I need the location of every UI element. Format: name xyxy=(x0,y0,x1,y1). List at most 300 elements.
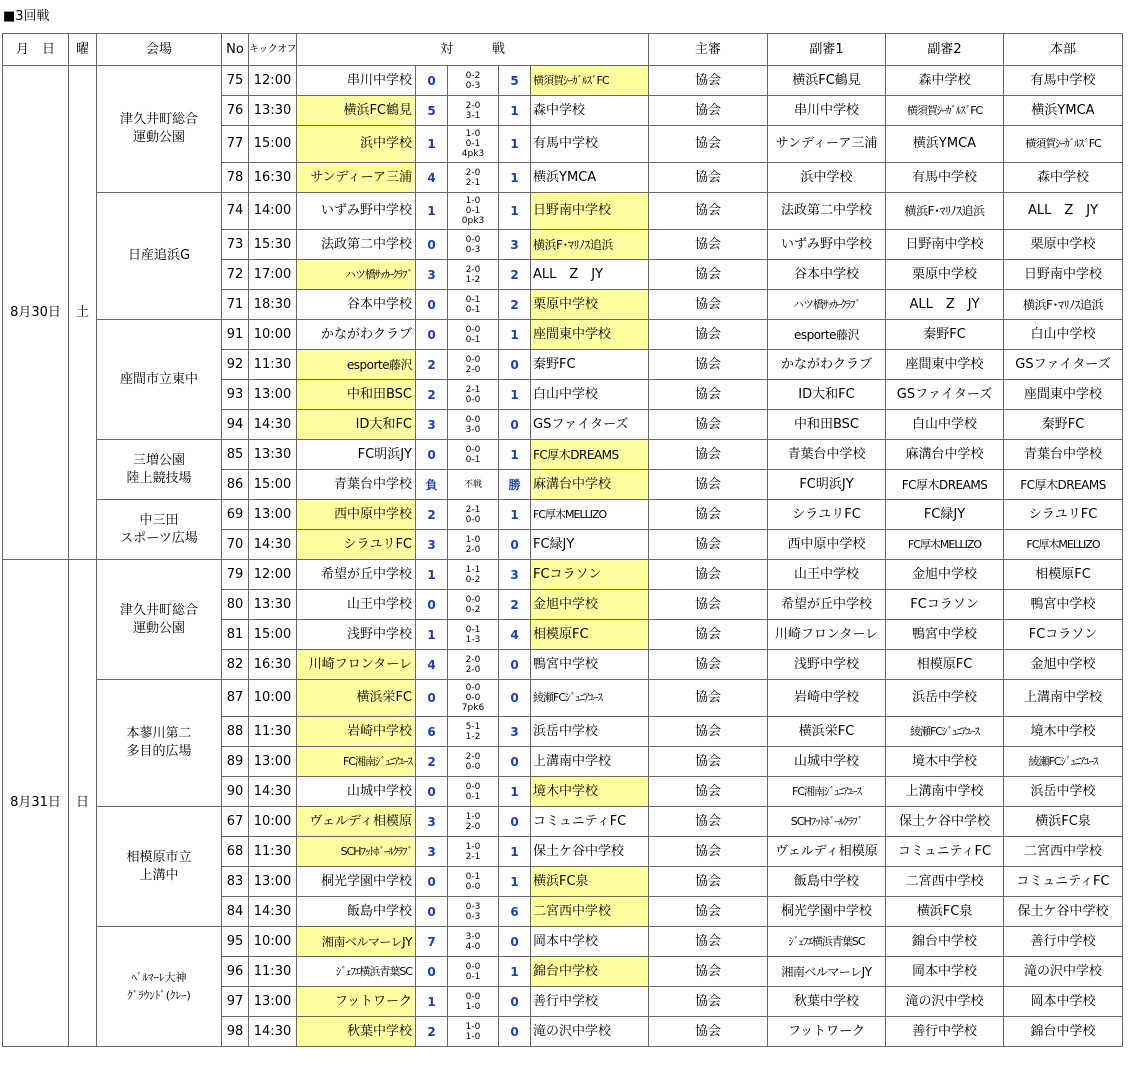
home-team: 浜中学校 xyxy=(297,126,416,163)
home-team: esporte藤沢 xyxy=(297,350,416,380)
away-team: 有馬中学校 xyxy=(531,126,649,163)
header-match: 対 戦 xyxy=(297,34,649,66)
match-number: 73 xyxy=(222,230,249,260)
away-team: 横浜YMCA xyxy=(531,163,649,193)
venue-name-line: 多目的広場 xyxy=(126,744,192,759)
half-score: 1-0 xyxy=(465,129,481,139)
home-team: サンディーア三浦 xyxy=(297,163,416,193)
half-score: 0-0 xyxy=(465,324,481,335)
half-score: 0-0 xyxy=(465,514,481,525)
half-time-scores xyxy=(448,957,499,987)
away-score: 6 xyxy=(499,897,531,927)
referee: 協会 xyxy=(649,530,768,560)
match-number: 87 xyxy=(222,680,249,717)
half-score: 1-0 xyxy=(465,811,481,822)
referee: 協会 xyxy=(649,500,768,530)
away-score: 5 xyxy=(499,66,531,96)
home-score: 1 xyxy=(416,620,448,650)
half-score: 0-3 xyxy=(465,911,481,922)
away-team: 横浜F･ﾏﾘﾉｽ追浜 xyxy=(531,230,649,260)
schedule-body xyxy=(3,66,1123,1047)
kickoff-time: 13:00 xyxy=(249,380,297,410)
headquarters: ALL Z JY xyxy=(1004,193,1123,230)
headquarters: 横浜F･ﾏﾘﾉｽ追浜 xyxy=(1004,290,1123,320)
half-time-scores xyxy=(448,350,499,380)
home-score: 1 xyxy=(416,193,448,230)
referee: 協会 xyxy=(649,807,768,837)
assistant-referee-2: 麻溝台中学校 xyxy=(886,440,1004,470)
match-number: 76 xyxy=(222,96,249,126)
away-score: 0 xyxy=(499,530,531,560)
headquarters: 綾瀬FCｼﾞｭﾆｱﾕｰｽ xyxy=(1004,747,1123,777)
away-score: 0 xyxy=(499,747,531,777)
page-title: ■3回戦 xyxy=(3,9,50,24)
away-score: 2 xyxy=(499,290,531,320)
kickoff-time: 13:00 xyxy=(249,747,297,777)
match-number: 78 xyxy=(222,163,249,193)
away-team: コミュニティFC xyxy=(531,807,649,837)
home-score: 0 xyxy=(416,897,448,927)
kickoff-time: 14:30 xyxy=(249,410,297,440)
home-team: ｼﾞｪﾌｴ横浜青葉SC xyxy=(297,957,416,987)
match-number: 98 xyxy=(222,1017,249,1047)
referee: 協会 xyxy=(649,560,768,590)
half-score: 2-0 xyxy=(465,167,481,178)
kickoff-time: 15:00 xyxy=(249,126,297,163)
away-score: 0 xyxy=(499,927,531,957)
away-team: FC厚木DREAMS xyxy=(531,440,649,470)
referee: 協会 xyxy=(649,987,768,1017)
half-score: 2-0 xyxy=(465,821,481,832)
away-score: 1 xyxy=(499,126,531,163)
kickoff-time: 14:30 xyxy=(249,1017,297,1047)
kickoff-time: 13:00 xyxy=(249,500,297,530)
home-score: 0 xyxy=(416,230,448,260)
half-score: 2-0 xyxy=(465,664,481,675)
away-team: 日野南中学校 xyxy=(531,193,649,230)
referee: 協会 xyxy=(649,96,768,126)
kickoff-time: 14:30 xyxy=(249,897,297,927)
home-team: 西中原中学校 xyxy=(297,500,416,530)
kickoff-time: 15:00 xyxy=(249,620,297,650)
half-time-scores xyxy=(448,230,499,260)
assistant-referee-2: 横須賀ｼｰｶﾞﾙｽﾞFC xyxy=(886,96,1004,126)
assistant-referee-1: 串川中学校 xyxy=(768,96,886,126)
half-score: 0-1 xyxy=(465,624,481,635)
away-team: 鴨宮中学校 xyxy=(531,650,649,680)
away-score: 0 xyxy=(499,650,531,680)
header-referee: 主審 xyxy=(649,34,768,66)
half-score: 0-0 xyxy=(465,683,481,693)
away-team: 浜岳中学校 xyxy=(531,717,649,747)
assistant-referee-2: ALL Z JY xyxy=(886,290,1004,320)
assistant-referee-2: 横浜FC泉 xyxy=(886,897,1004,927)
headquarters: FC厚木MELLIZO xyxy=(1004,530,1123,560)
away-score: 4 xyxy=(499,620,531,650)
match-number: 96 xyxy=(222,957,249,987)
half-time-scores xyxy=(448,530,499,560)
away-team: 綾瀬FCｼﾞｭﾆｱﾕｰｽ xyxy=(531,680,649,717)
half-score: 1-0 xyxy=(465,1021,481,1032)
assistant-referee-2: 横浜F･ﾏﾘﾉｽ追浜 xyxy=(886,193,1004,230)
venue-name-line: 運動公園 xyxy=(132,130,185,145)
assistant-referee-2: 横浜YMCA xyxy=(886,126,1004,163)
away-score: 0 xyxy=(499,987,531,1017)
referee: 協会 xyxy=(649,193,768,230)
header-headquarters: 本部 xyxy=(1004,34,1123,66)
away-score: 1 xyxy=(499,837,531,867)
assistant-referee-2: 森中学校 xyxy=(886,66,1004,96)
match-number: 92 xyxy=(222,350,249,380)
headquarters: 保土ケ谷中学校 xyxy=(1004,897,1123,927)
match-number: 71 xyxy=(222,290,249,320)
headquarters: FC厚木DREAMS xyxy=(1004,470,1123,500)
header-date: 月 日 xyxy=(3,34,69,66)
half-score: 0-1 xyxy=(465,139,481,149)
away-team: 錦台中学校 xyxy=(531,957,649,987)
half-time-scores xyxy=(448,320,499,350)
match-number: 84 xyxy=(222,897,249,927)
venue-name-line: 運動公園 xyxy=(132,620,185,636)
assistant-referee-2: FC厚木MELLIZO xyxy=(886,530,1004,560)
away-team: 二宮西中学校 xyxy=(531,897,649,927)
match-date: 8月30日 xyxy=(3,66,69,560)
away-score: 0 xyxy=(499,807,531,837)
match-number: 85 xyxy=(222,440,249,470)
venue-name-line: スポーツ広場 xyxy=(120,530,198,546)
half-time-scores xyxy=(448,66,499,96)
away-team: FCコラソン xyxy=(531,560,649,590)
venue-name xyxy=(97,927,222,1047)
half-time-scores xyxy=(448,380,499,410)
venue-name-line: 陸上競技場 xyxy=(126,470,192,486)
half-time-scores xyxy=(448,650,499,680)
half-score: 3-0 xyxy=(465,931,481,942)
assistant-referee-1: サンディーア三浦 xyxy=(768,126,886,163)
home-score: 0 xyxy=(416,777,448,807)
referee: 協会 xyxy=(649,1017,768,1047)
away-score: 3 xyxy=(499,230,531,260)
half-time-scores xyxy=(448,163,499,193)
away-score: 0 xyxy=(499,680,531,717)
match-row xyxy=(3,680,1123,717)
headquarters: 横須賀ｼｰｶﾞﾙｽﾞFC xyxy=(1004,126,1123,163)
kickoff-time: 15:00 xyxy=(249,470,297,500)
kickoff-time: 10:00 xyxy=(249,807,297,837)
match-row xyxy=(3,807,1123,837)
half-score: 7pk6 xyxy=(461,703,485,713)
home-team: いずみ野中学校 xyxy=(297,193,416,230)
half-score: 0-0 xyxy=(465,354,481,365)
assistant-referee-1: 西中原中学校 xyxy=(768,530,886,560)
assistant-referee-2: 有馬中学校 xyxy=(886,163,1004,193)
assistant-referee-1: いずみ野中学校 xyxy=(768,230,886,260)
kickoff-time: 13:00 xyxy=(249,867,297,897)
half-time-scores xyxy=(448,96,499,126)
assistant-referee-2: コミュニティFC xyxy=(886,837,1004,867)
home-team: 串川中学校 xyxy=(297,66,416,96)
half-score: 0-2 xyxy=(465,70,481,81)
match-row xyxy=(3,440,1123,470)
match-number: 75 xyxy=(222,66,249,96)
home-score: 2 xyxy=(416,1017,448,1047)
match-number: 88 xyxy=(222,717,249,747)
home-team: 山城中学校 xyxy=(297,777,416,807)
home-team: SCHﾌｯﾄﾎﾞｰﾙｸﾗﾌﾞ xyxy=(297,837,416,867)
half-score: 2-1 xyxy=(465,177,481,188)
assistant-referee-1: ID大和FC xyxy=(768,380,886,410)
referee: 協会 xyxy=(649,260,768,290)
away-score: 1 xyxy=(499,867,531,897)
match-row xyxy=(3,560,1123,590)
assistant-referee-1: 川崎フロンターレ xyxy=(768,620,886,650)
venue-name-line: 津久井町総合 xyxy=(119,112,198,127)
assistant-referee-2: 岡本中学校 xyxy=(886,957,1004,987)
assistant-referee-1: 飯島中学校 xyxy=(768,867,886,897)
away-team: 麻溝台中学校 xyxy=(531,470,649,500)
kickoff-time: 13:30 xyxy=(249,440,297,470)
home-team: 谷本中学校 xyxy=(297,290,416,320)
referee: 協会 xyxy=(649,66,768,96)
home-score: 3 xyxy=(416,260,448,290)
half-score: 2-0 xyxy=(465,544,481,555)
home-score: 4 xyxy=(416,163,448,193)
headquarters: 日野南中学校 xyxy=(1004,260,1123,290)
half-time-scores xyxy=(448,410,499,440)
headquarters: 横浜FC泉 xyxy=(1004,807,1123,837)
half-score: 0-2 xyxy=(465,604,481,615)
referee: 協会 xyxy=(649,440,768,470)
headquarters: 上溝南中学校 xyxy=(1004,680,1123,717)
assistant-referee-2: 保土ケ谷中学校 xyxy=(886,807,1004,837)
away-team: GSファイターズ xyxy=(531,410,649,440)
assistant-referee-1: かながわクラブ xyxy=(768,350,886,380)
header-no: No xyxy=(222,34,249,66)
away-score: 1 xyxy=(499,320,531,350)
referee: 協会 xyxy=(649,230,768,260)
venue-name xyxy=(97,807,222,927)
away-score: 2 xyxy=(499,260,531,290)
venue-name-line: 座間市立東中 xyxy=(119,371,198,387)
half-score: 2-1 xyxy=(465,384,481,395)
home-team: 希望が丘中学校 xyxy=(297,560,416,590)
half-time-scores xyxy=(448,837,499,867)
kickoff-time: 11:30 xyxy=(249,717,297,747)
venue-name xyxy=(97,320,222,440)
home-score: 3 xyxy=(416,807,448,837)
assistant-referee-2: GSファイターズ xyxy=(886,380,1004,410)
match-number: 79 xyxy=(222,560,249,590)
half-score: 0-0 xyxy=(465,444,481,455)
kickoff-time: 12:00 xyxy=(249,560,297,590)
half-score: 4-0 xyxy=(465,941,481,952)
assistant-referee-2: 栗原中学校 xyxy=(886,260,1004,290)
kickoff-time: 11:30 xyxy=(249,837,297,867)
half-score: 0-0 xyxy=(465,594,481,605)
away-team: 秦野FC xyxy=(531,350,649,380)
home-team: FC湘南ｼﾞｭﾆｱﾕｰｽ xyxy=(297,747,416,777)
schedule-table xyxy=(2,33,1123,1047)
half-score: 0-1 xyxy=(465,454,481,465)
half-score: 1-3 xyxy=(465,634,481,645)
home-team: シラユリFC xyxy=(297,530,416,560)
away-team: 横須賀ｼｰｶﾞﾙｽﾞFC xyxy=(531,66,649,96)
home-team: 法政第二中学校 xyxy=(297,230,416,260)
headquarters: 善行中学校 xyxy=(1004,927,1123,957)
half-score: 0-0 xyxy=(465,991,481,1002)
away-team: 保土ケ谷中学校 xyxy=(531,837,649,867)
venue-name xyxy=(97,680,222,807)
assistant-referee-1: 桐光学園中学校 xyxy=(768,897,886,927)
half-score: 1-0 xyxy=(465,196,481,206)
headquarters: 二宮西中学校 xyxy=(1004,837,1123,867)
match-number: 94 xyxy=(222,410,249,440)
home-team: フットワーク xyxy=(297,987,416,1017)
match-row xyxy=(3,927,1123,957)
referee: 協会 xyxy=(649,380,768,410)
headquarters: 秦野FC xyxy=(1004,410,1123,440)
home-score: 0 xyxy=(416,957,448,987)
headquarters: 岡本中学校 xyxy=(1004,987,1123,1017)
headquarters: 境木中学校 xyxy=(1004,717,1123,747)
away-team: FC厚木MELLIZO xyxy=(531,500,649,530)
referee: 協会 xyxy=(649,620,768,650)
match-number: 91 xyxy=(222,320,249,350)
assistant-referee-2: 白山中学校 xyxy=(886,410,1004,440)
venue-name-line: 中三田 xyxy=(139,512,179,528)
away-team: 滝の沢中学校 xyxy=(531,1017,649,1047)
away-team: ALL Z JY xyxy=(531,260,649,290)
half-score: 0-0 xyxy=(465,881,481,892)
match-number: 82 xyxy=(222,650,249,680)
assistant-referee-1: 谷本中学校 xyxy=(768,260,886,290)
headquarters: 滝の沢中学校 xyxy=(1004,957,1123,987)
half-time-scores xyxy=(448,897,499,927)
away-team: 座間東中学校 xyxy=(531,320,649,350)
assistant-referee-1: FC明浜JY xyxy=(768,470,886,500)
half-score: 0-0 xyxy=(465,394,481,405)
venue-name-line: 本蓼川第二 xyxy=(126,726,192,741)
kickoff-time: 11:30 xyxy=(249,957,297,987)
assistant-referee-1: ヴェルディ相模原 xyxy=(768,837,886,867)
half-time-scores xyxy=(448,1017,499,1047)
kickoff-time: 13:30 xyxy=(249,96,297,126)
kickoff-time: 11:30 xyxy=(249,350,297,380)
away-score: 0 xyxy=(499,1017,531,1047)
home-score: 2 xyxy=(416,500,448,530)
referee: 協会 xyxy=(649,897,768,927)
assistant-referee-2: 境木中学校 xyxy=(886,747,1004,777)
away-team: 善行中学校 xyxy=(531,987,649,1017)
half-score: 2-1 xyxy=(465,851,481,862)
venue-name xyxy=(97,500,222,560)
venue-name-line: 上溝中 xyxy=(139,867,179,883)
assistant-referee-2: 金旭中学校 xyxy=(886,560,1004,590)
referee: 協会 xyxy=(649,927,768,957)
half-score: 4pk3 xyxy=(461,149,485,159)
assistant-referee-2: FC緑JY xyxy=(886,500,1004,530)
referee: 協会 xyxy=(649,867,768,897)
assistant-referee-1: 岩崎中学校 xyxy=(768,680,886,717)
home-team: 秋葉中学校 xyxy=(297,1017,416,1047)
headquarters: 森中学校 xyxy=(1004,163,1123,193)
headquarters: 座間東中学校 xyxy=(1004,380,1123,410)
kickoff-time: 15:30 xyxy=(249,230,297,260)
away-team: 境木中学校 xyxy=(531,777,649,807)
assistant-referee-1: ハツ橋ｻｯｶｰｸﾗﾌﾞ xyxy=(768,290,886,320)
half-time-scores xyxy=(448,777,499,807)
referee: 協会 xyxy=(649,590,768,620)
half-score: 0pk3 xyxy=(461,216,485,226)
kickoff-time: 12:00 xyxy=(249,66,297,96)
half-score: 0-1 xyxy=(465,971,481,982)
match-number: 81 xyxy=(222,620,249,650)
headquarters: FCコラソン xyxy=(1004,620,1123,650)
assistant-referee-1: 秋葉中学校 xyxy=(768,987,886,1017)
assistant-referee-1: 浅野中学校 xyxy=(768,650,886,680)
away-team: 横浜FC泉 xyxy=(531,867,649,897)
venue-name-line: 三増公園 xyxy=(132,452,185,468)
assistant-referee-1: FC湘南ｼﾞｭﾆｱﾕｰｽ xyxy=(768,777,886,807)
home-team: 横浜栄FC xyxy=(297,680,416,717)
half-score: 0-3 xyxy=(465,244,481,255)
home-score: 0 xyxy=(416,320,448,350)
half-score: 0-0 xyxy=(465,761,481,772)
headquarters: 白山中学校 xyxy=(1004,320,1123,350)
kickoff-time: 16:30 xyxy=(249,650,297,680)
home-score: 1 xyxy=(416,560,448,590)
half-time-scores xyxy=(448,807,499,837)
half-time-scores xyxy=(448,717,499,747)
match-number: 67 xyxy=(222,807,249,837)
venue-name-line: 津久井町総合 xyxy=(119,602,198,618)
home-score: 3 xyxy=(416,410,448,440)
away-team: 栗原中学校 xyxy=(531,290,649,320)
kickoff-time: 14:30 xyxy=(249,530,297,560)
away-score: 3 xyxy=(499,717,531,747)
half-time-scores xyxy=(448,590,499,620)
half-score: 2-0 xyxy=(465,751,481,762)
match-weekday: 土 xyxy=(69,66,97,560)
half-time-scores xyxy=(448,560,499,590)
half-time-scores xyxy=(448,747,499,777)
half-time-scores xyxy=(448,620,499,650)
headquarters: コミュニティFC xyxy=(1004,867,1123,897)
away-score: 1 xyxy=(499,500,531,530)
headquarters: 青葉台中学校 xyxy=(1004,440,1123,470)
half-score: 1-0 xyxy=(465,534,481,545)
home-score: 負 xyxy=(416,470,448,500)
match-row xyxy=(3,66,1123,96)
home-score: 0 xyxy=(416,590,448,620)
half-score: 0-0 xyxy=(465,961,481,972)
assistant-referee-2: 秦野FC xyxy=(886,320,1004,350)
home-team: 浅野中学校 xyxy=(297,620,416,650)
assistant-referee-1: 希望が丘中学校 xyxy=(768,590,886,620)
match-number: 69 xyxy=(222,500,249,530)
half-score: 0-1 xyxy=(465,294,481,305)
referee: 協会 xyxy=(649,290,768,320)
home-score: 2 xyxy=(416,350,448,380)
match-number: 80 xyxy=(222,590,249,620)
away-score: 2 xyxy=(499,590,531,620)
kickoff-time: 17:00 xyxy=(249,260,297,290)
away-score: 1 xyxy=(499,380,531,410)
referee: 協会 xyxy=(649,957,768,987)
half-time-scores xyxy=(448,290,499,320)
referee: 協会 xyxy=(649,320,768,350)
venue-name xyxy=(97,440,222,500)
